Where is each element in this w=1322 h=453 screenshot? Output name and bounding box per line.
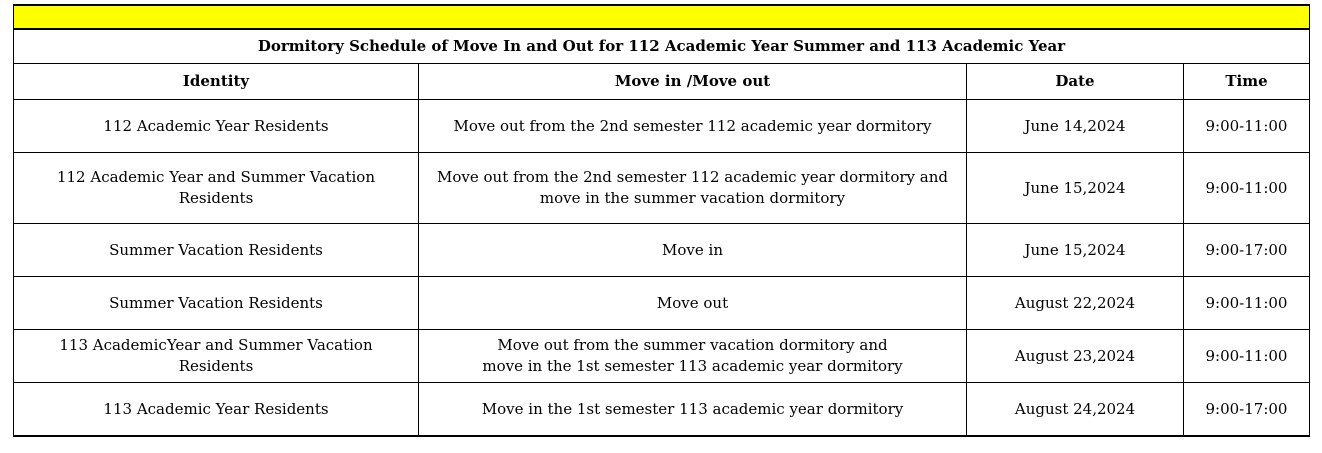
move-line: Move out from the 2nd semester 112 academic year dormitory and (437, 168, 948, 186)
time-cell: 9:00-11:00 (1184, 153, 1310, 224)
identity-cell: 113 AcademicYear and Summer Vacation Residents (14, 330, 419, 383)
highlight-banner (14, 5, 1310, 29)
header-move: Move in /Move out (419, 64, 967, 100)
identity-cell: 112 Academic Year Residents (14, 100, 419, 153)
date-cell: August 24,2024 (967, 383, 1184, 437)
table-row (14, 100, 1310, 153)
table-row (14, 383, 1310, 437)
move-cell (419, 383, 967, 437)
time-cell: 9:00-17:00 (1184, 224, 1310, 277)
move-cell (419, 277, 967, 330)
header-identity: Identity (14, 64, 419, 100)
move-line: Move out from the summer vacation dormitory and (497, 336, 888, 354)
time-cell: 9:00-11:00 (1184, 277, 1310, 330)
date-cell: August 23,2024 (967, 330, 1184, 383)
date-cell: June 14,2024 (967, 100, 1184, 153)
date-cell: August 22,2024 (967, 277, 1184, 330)
time-cell: 9:00-11:00 (1184, 330, 1310, 383)
move-line: move in the 1st semester 113 academic year dormitory (482, 357, 903, 375)
identity-cell: 112 Academic Year and Summer Vacation Residents (14, 153, 419, 224)
header-time: Time (1184, 64, 1310, 100)
move-cell (419, 100, 967, 153)
identity-cell: Summer Vacation Residents (14, 277, 419, 330)
table-row (14, 224, 1310, 277)
table-row (14, 277, 1310, 330)
schedule-sheet (13, 4, 1309, 437)
highlight-banner-row (14, 5, 1310, 29)
title-row (14, 29, 1310, 64)
header-row (14, 64, 1310, 100)
identity-cell: 113 Academic Year Residents (14, 383, 419, 437)
time-cell: 9:00-17:00 (1184, 383, 1310, 437)
time-cell: 9:00-11:00 (1184, 100, 1310, 153)
table-title: Dormitory Schedule of Move In and Out for 112 Academic Year Summer and 113 Academic Year (14, 29, 1310, 64)
move-line: Move out from the 2nd semester 112 academic year dormitory (453, 116, 932, 135)
move-line: Move in (662, 240, 723, 259)
date-cell: June 15,2024 (967, 224, 1184, 277)
move-line: move in the summer vacation dormitory (539, 189, 846, 207)
table-row (14, 153, 1310, 224)
move-cell (419, 224, 967, 277)
identity-cell: Summer Vacation Residents (14, 224, 419, 277)
schedule-table (13, 4, 1310, 437)
header-date: Date (967, 64, 1184, 100)
move-line: Move out (656, 293, 729, 312)
table-row (14, 330, 1310, 383)
move-cell (419, 153, 967, 224)
move-cell (419, 330, 967, 383)
move-line: Move in the 1st semester 113 academic year dormitory (481, 399, 904, 418)
date-cell: June 15,2024 (967, 153, 1184, 224)
